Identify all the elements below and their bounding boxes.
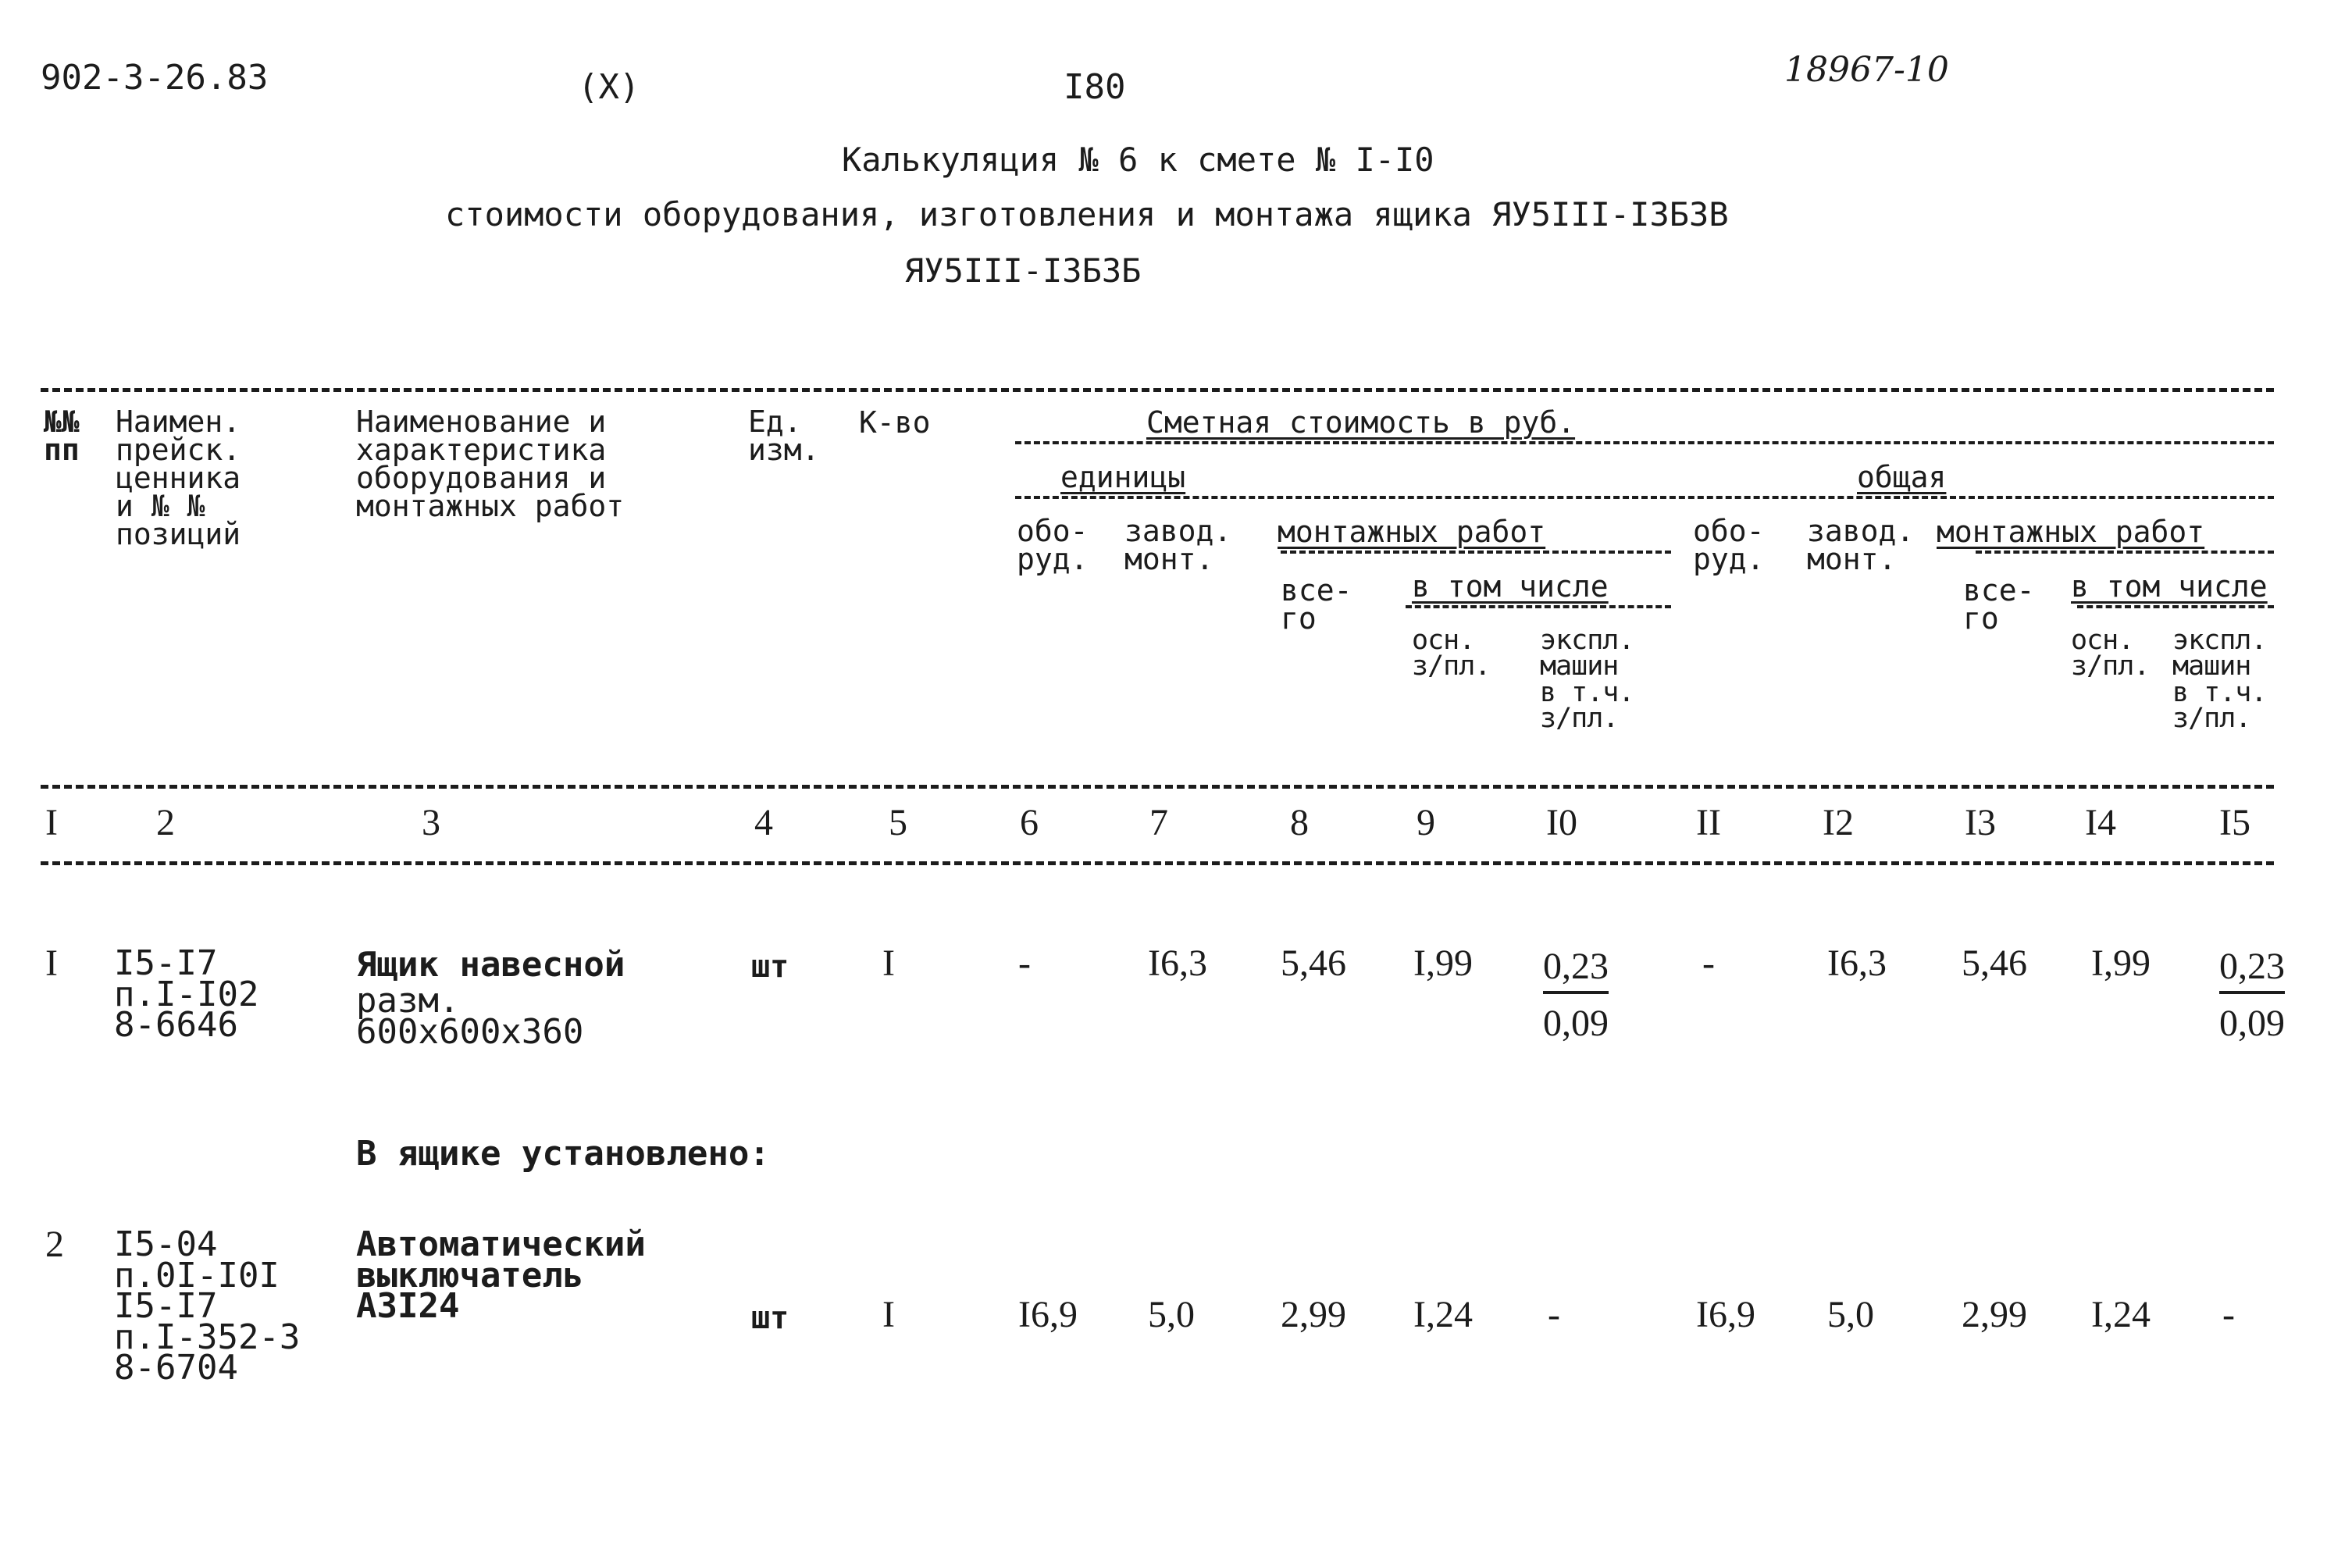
incl-unit-rule bbox=[1406, 605, 1671, 608]
header-price-ref: Наимен. прейск. ценника и № № позиций bbox=[116, 404, 241, 552]
header-basic-wage-total: осн. з/пл. bbox=[2071, 625, 2150, 682]
row-basic-wage: I,24 bbox=[1413, 1294, 1473, 1335]
document-code: 902-3-26.83 bbox=[41, 58, 269, 98]
row-machine-wage-total: 0,09 bbox=[2219, 1003, 2285, 1044]
row-unit: шт bbox=[751, 1300, 789, 1336]
header-factory-install: завод. монт. bbox=[1124, 514, 1232, 577]
header-description: Наименование и характеристика оборудования и монтажных работ bbox=[356, 404, 625, 524]
install-unit-rule bbox=[1281, 551, 1671, 554]
column-number: I5 bbox=[2219, 802, 2250, 843]
header-install-works-total: монтажных работ bbox=[1937, 515, 2205, 549]
row-install-all-total: 5,46 bbox=[1962, 943, 2027, 984]
column-number: 7 bbox=[1149, 802, 1168, 843]
row-machine-wage: 0,09 bbox=[1543, 1003, 1609, 1044]
row-basic-wage: I,99 bbox=[1413, 943, 1473, 984]
row-install-all: 2,99 bbox=[1281, 1294, 1346, 1335]
column-number: 6 bbox=[1020, 802, 1039, 843]
unit-total-rule bbox=[1015, 496, 2274, 499]
install-total-rule bbox=[1976, 551, 2274, 554]
column-number-rule bbox=[41, 861, 2274, 865]
column-number: 2 bbox=[156, 802, 175, 843]
column-number: I2 bbox=[1823, 802, 1854, 843]
row-equipment-total: - bbox=[1702, 943, 1715, 984]
header-unit: Ед. изм. bbox=[748, 404, 820, 468]
row-price-ref: I5-I7 п.I-I02 8-6646 bbox=[114, 943, 259, 1046]
row-description: Автоматический выключатель А3I24 bbox=[356, 1224, 646, 1327]
row-install-all-total: 2,99 bbox=[1962, 1294, 2027, 1335]
row-number: I bbox=[45, 943, 58, 984]
column-number: 5 bbox=[889, 802, 907, 843]
row-equipment: I6,9 bbox=[1018, 1294, 1078, 1335]
row-unit: шт bbox=[751, 949, 789, 985]
column-number: I4 bbox=[2085, 802, 2116, 843]
document-mark: (X) bbox=[578, 67, 640, 107]
header-bottom-rule bbox=[41, 785, 2274, 789]
row-machine-operation-total: - bbox=[2222, 1294, 2235, 1335]
row-equipment: - bbox=[1018, 943, 1031, 984]
header-including: в том числе bbox=[1412, 569, 1609, 604]
header-estimated-cost: Сметная стоимость в руб. bbox=[1146, 405, 1576, 440]
row-install-all: 5,46 bbox=[1281, 943, 1346, 984]
row-machine-cost: 0,23 bbox=[1543, 945, 1609, 994]
row-machine-operation bbox=[1543, 945, 1609, 1045]
column-number: I bbox=[45, 802, 58, 843]
column-number: 8 bbox=[1290, 802, 1309, 843]
handwritten-stamp: 18967-10 bbox=[1784, 50, 1949, 90]
row-machine-operation-total bbox=[2219, 945, 2285, 1045]
header-equipment: обо- руд. bbox=[1017, 514, 1089, 577]
header-per-unit: единицы bbox=[1060, 460, 1186, 494]
header-install-works: монтажных работ bbox=[1278, 515, 1546, 549]
page-subtitle-2: ЯУ5III-I3Б3Б bbox=[904, 251, 1142, 290]
page-number: I80 bbox=[1064, 67, 1126, 107]
column-number: 9 bbox=[1417, 802, 1435, 843]
header-machine-operation-total: экспл. машин в т.ч. з/пл. bbox=[2172, 625, 2267, 734]
header-equipment-total: обо- руд. bbox=[1693, 514, 1765, 577]
column-number: 4 bbox=[754, 802, 773, 843]
column-number: I3 bbox=[1965, 802, 1996, 843]
header-row-number: №№ пп bbox=[44, 404, 80, 468]
installed-items-note: В ящике установлено: bbox=[356, 1134, 770, 1174]
header-machine-operation: экспл. машин в т.ч. з/пл. bbox=[1540, 625, 1634, 734]
header-factory-install-total: завод. монт. bbox=[1807, 514, 1915, 577]
row-description: Ящик навесной bbox=[356, 945, 625, 985]
row-factory-install-total: 5,0 bbox=[1827, 1294, 1874, 1335]
row-quantity: I bbox=[882, 943, 895, 984]
table-top-rule bbox=[41, 388, 2274, 392]
row-machine-operation: - bbox=[1548, 1294, 1560, 1335]
row-factory-install-total: I6,3 bbox=[1827, 943, 1887, 984]
column-number: II bbox=[1696, 802, 1721, 843]
incl-total-rule bbox=[2077, 605, 2274, 608]
cost-group-rule bbox=[1015, 441, 2274, 444]
column-number: 3 bbox=[422, 802, 440, 843]
row-machine-cost-total: 0,23 bbox=[2219, 945, 2285, 994]
header-including-total: в том числе bbox=[2071, 569, 2268, 604]
row-basic-wage-total: I,99 bbox=[2091, 943, 2151, 984]
header-quantity: К-во bbox=[859, 405, 931, 440]
row-price-ref: I5-04 п.0I-I0I I5-I7 п.I-352-3 8-6704 bbox=[114, 1224, 301, 1388]
row-number: 2 bbox=[45, 1224, 64, 1265]
row-factory-install: 5,0 bbox=[1148, 1294, 1195, 1335]
column-number: I0 bbox=[1546, 802, 1577, 843]
header-total: общая bbox=[1857, 460, 1947, 494]
header-basic-wage: осн. з/пл. bbox=[1412, 625, 1491, 682]
row-quantity: I bbox=[882, 1294, 895, 1335]
row-basic-wage-total: I,24 bbox=[2091, 1294, 2151, 1335]
page-subtitle: стоимости оборудования, изготовления и монтажа ящика ЯУ5III-I3Б3В bbox=[445, 195, 1729, 233]
row-equipment-total: I6,9 bbox=[1696, 1294, 1755, 1335]
page-title: Калькуляция № 6 к смете № I-I0 bbox=[842, 141, 1434, 179]
row-factory-install: I6,3 bbox=[1148, 943, 1207, 984]
header-install-all-total: все- го bbox=[1963, 573, 2035, 636]
row-size: разм. 600x600x360 bbox=[356, 981, 584, 1052]
header-install-all: все- го bbox=[1281, 573, 1352, 636]
